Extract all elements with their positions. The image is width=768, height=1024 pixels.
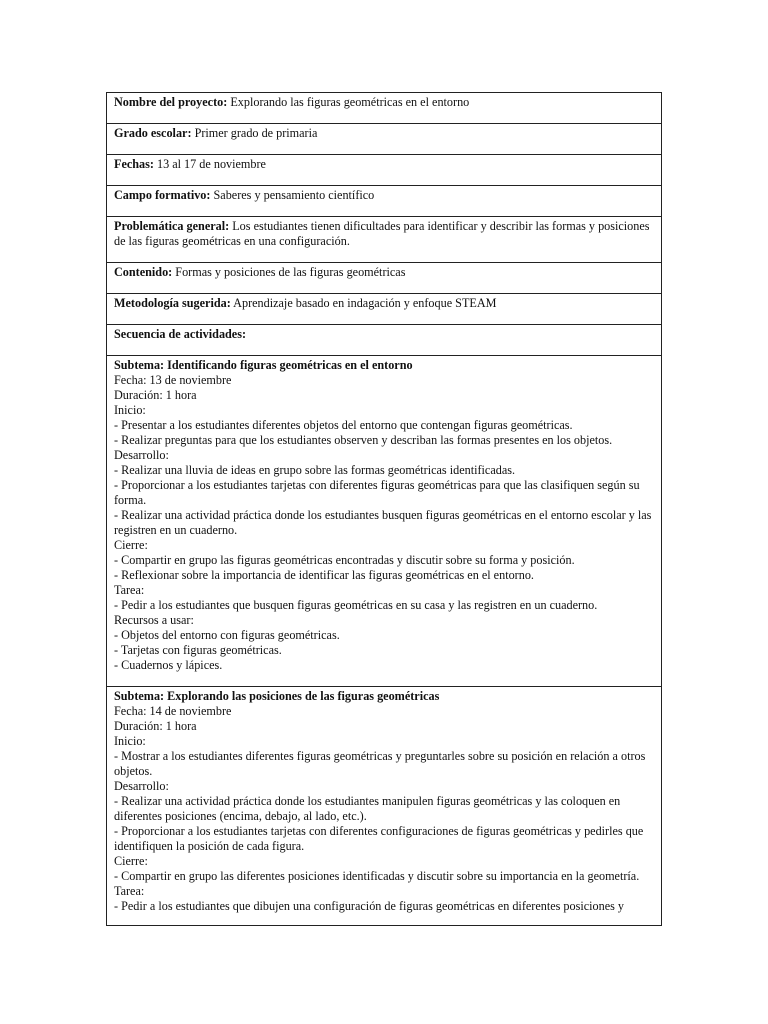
subtopic-1-line: - Reflexionar sobre la importancia de identificar las figuras geométricas en el entorno. xyxy=(114,568,534,582)
dates-value: 13 al 17 de noviembre xyxy=(156,157,266,171)
subtopic-1-line: Desarrollo: xyxy=(114,448,169,462)
activity-sequence-label: Secuencia de actividades: xyxy=(114,327,247,341)
grade-label: Grado escolar: xyxy=(114,126,192,140)
problem-label: Problemática general: xyxy=(114,219,230,233)
row-dates xyxy=(107,155,661,186)
subtopic-1-line: - Proporcionar a los estudiantes tarjetas con diferentes figuras geométricas para que las clasifiquen según su forma. xyxy=(114,478,640,507)
subtopic-2-line: Desarrollo: xyxy=(114,779,169,793)
row-project-name xyxy=(107,93,661,124)
subtopic-2-line: - Pedir a los estudiantes que dibujen una configuración de figuras geométricas en diferentes posiciones y xyxy=(114,899,625,913)
lesson-plan-table xyxy=(106,92,662,926)
subtopic-1-title: Subtema: Identificando figuras geométricas en el entorno xyxy=(114,358,413,372)
subtopic-1-line: - Realizar una actividad práctica donde los estudiantes busquen figuras geométricas en el entorno escolar y las registren en un cuaderno. xyxy=(114,508,652,537)
subtopic-2-line: - Proporcionar a los estudiantes tarjetas con diferentes configuraciones de figuras geométricas y pedirles que identifiquen la posición de cada figura. xyxy=(114,824,644,853)
subtopic-1-line: - Realizar una lluvia de ideas en grupo sobre las formas geométricas identificadas. xyxy=(114,463,516,477)
subtopic-1-line: Inicio: xyxy=(114,403,146,417)
subtopic-1-line: Fecha: 13 de noviembre xyxy=(114,373,232,387)
subtopic-2-line: Fecha: 14 de noviembre xyxy=(114,704,232,718)
row-formative-field xyxy=(107,186,661,217)
formative-field-label: Campo formativo: xyxy=(114,188,211,202)
project-name-value: Explorando las figuras geométricas en el entorno xyxy=(230,95,470,109)
content-value: Formas y posiciones de las figuras geométricas xyxy=(175,265,406,279)
subtopic-1-line: - Pedir a los estudiantes que busquen figuras geométricas en su casa y las registren en un cuaderno. xyxy=(114,598,598,612)
subtopic-1-line: - Cuadernos y lápices. xyxy=(114,658,223,672)
subtopic-2-line: - Compartir en grupo las diferentes posiciones identificadas y discutir sobre su importancia en la geometría. xyxy=(114,869,640,883)
dates-label: Fechas: xyxy=(114,157,154,171)
row-content xyxy=(107,263,661,294)
subtopic-1-line: Tarea: xyxy=(114,583,145,597)
formative-field-value: Saberes y pensamiento científico xyxy=(213,188,375,202)
row-methodology xyxy=(107,294,661,325)
subtopic-2-line: Inicio: xyxy=(114,734,146,748)
subtopic-1-line: - Presentar a los estudiantes diferentes objetos del entorno que contengan figuras geométricas. xyxy=(114,418,573,432)
methodology-value: Aprendizaje basado en indagación y enfoque STEAM xyxy=(233,296,497,310)
subtopic-2-line: - Mostrar a los estudiantes diferentes figuras geométricas y preguntarles sobre su posición en relación a otros objetos. xyxy=(114,749,646,778)
methodology-label: Metodología sugerida: xyxy=(114,296,231,310)
row-grade xyxy=(107,124,661,155)
row-subtopic-1 xyxy=(107,356,661,687)
subtopic-2-title: Subtema: Explorando las posiciones de las figuras geométricas xyxy=(114,689,440,703)
grade-value: Primer grado de primaria xyxy=(194,126,318,140)
problem-value: Los estudiantes tienen dificultades para identificar y describir las formas y posiciones de las figuras geométricas en una configuración. xyxy=(114,219,650,248)
subtopic-1-line: - Tarjetas con figuras geométricas. xyxy=(114,643,282,657)
project-name-label: Nombre del proyecto: xyxy=(114,95,228,109)
subtopic-1-line: Duración: 1 hora xyxy=(114,388,197,402)
row-activity-sequence xyxy=(107,325,661,356)
subtopic-2-line: Duración: 1 hora xyxy=(114,719,197,733)
subtopic-1-line: Cierre: xyxy=(114,538,148,552)
subtopic-2-line: Tarea: xyxy=(114,884,145,898)
subtopic-1-line: - Realizar preguntas para que los estudiantes observen y describan las formas presentes en los objetos. xyxy=(114,433,613,447)
subtopic-1-line: - Compartir en grupo las figuras geométricas encontradas y discutir sobre su forma y posición. xyxy=(114,553,575,567)
subtopic-1-line: - Objetos del entorno con figuras geométricas. xyxy=(114,628,340,642)
subtopic-2-line: - Realizar una actividad práctica donde los estudiantes manipulen figuras geométricas y las coloquen en diferentes posiciones (encima, debajo, al lado, etc.). xyxy=(114,794,621,823)
content-label: Contenido: xyxy=(114,265,173,279)
subtopic-2-line: Cierre: xyxy=(114,854,148,868)
row-subtopic-2 xyxy=(107,687,661,926)
row-problem xyxy=(107,217,661,263)
subtopic-1-line: Recursos a usar: xyxy=(114,613,194,627)
